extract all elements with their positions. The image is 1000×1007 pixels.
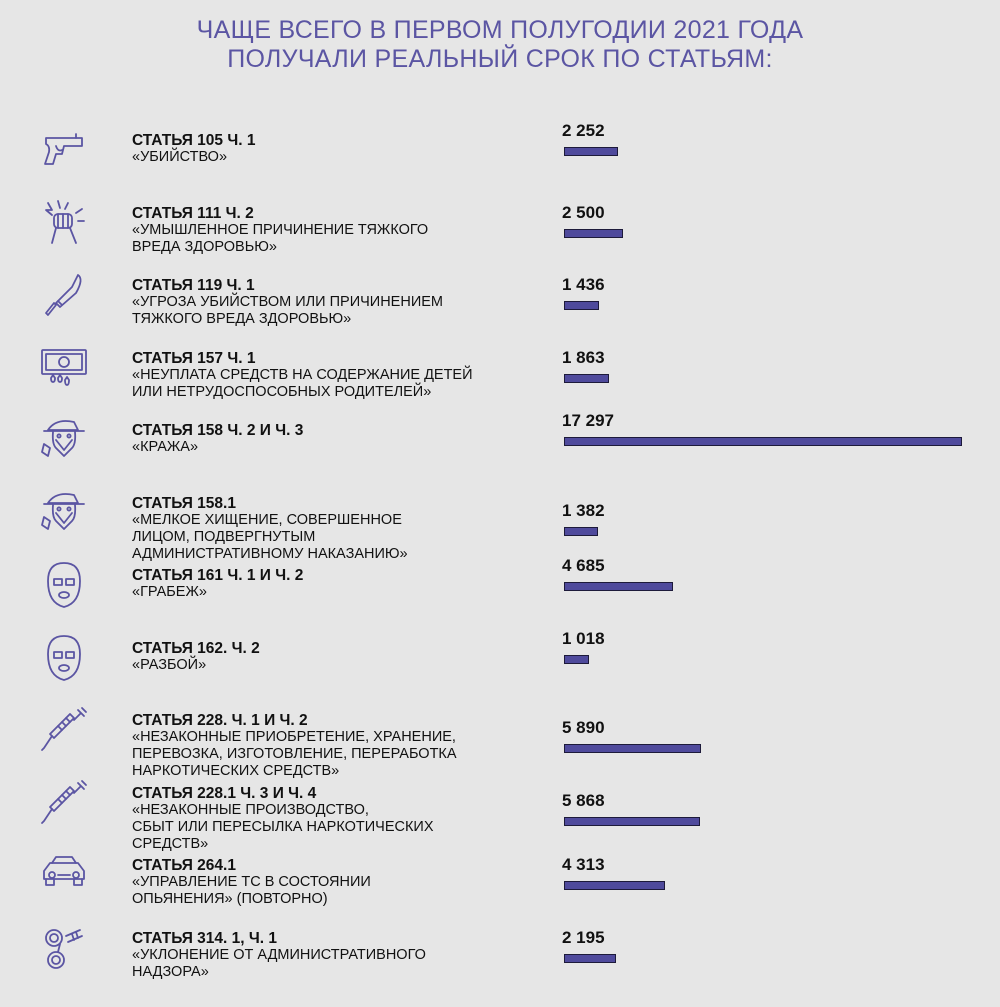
bar [564, 437, 962, 446]
thief-icon [38, 414, 90, 466]
article-label: СТАТЬЯ 264.1 [132, 857, 236, 874]
chart-title [0, 16, 1000, 74]
article-description-line: НАДЗОРА» [132, 963, 209, 980]
article-label: СТАТЬЯ 161 Ч. 1 И Ч. 2 [132, 567, 304, 584]
bar [564, 744, 701, 753]
knife-icon [38, 269, 90, 321]
syringe-icon [38, 704, 90, 756]
chart-row [0, 121, 1000, 202]
bar [564, 374, 609, 383]
article-description-line: СРЕДСТВ» [132, 835, 209, 852]
data-label: 17 297 [562, 411, 614, 430]
article-description-line: «ГРАБЕЖ» [132, 584, 207, 600]
thief-icon [38, 487, 90, 539]
bar [564, 817, 700, 826]
article-description-line: ВРЕДА ЗДОРОВЬЮ» [132, 238, 277, 255]
article-description [132, 802, 512, 853]
article-description [132, 874, 512, 908]
article-description-line: «НЕЗАКОННЫЕ ПРИОБРЕТЕНИЕ, ХРАНЕНИЕ, [132, 729, 456, 745]
bar [564, 881, 665, 890]
bar [564, 582, 673, 591]
article-description-line: «УМЫШЛЕННОЕ ПРИЧИНЕНИЕ ТЯЖКОГО [132, 221, 429, 238]
chart-row [0, 277, 1000, 347]
article-description-line: «УКЛОНЕНИЕ ОТ АДМИНИСТРАТИВНОГО [132, 946, 426, 963]
data-label: 4 313 [562, 855, 605, 874]
article-description [132, 439, 512, 456]
article-description-line: «УГРОЗА УБИЙСТВОМ ИЛИ ПРИЧИНЕНИЕМ [132, 294, 443, 310]
article-description-line: ИЛИ НЕТРУДОСПОСОБНЫХ РОДИТЕЛЕЙ» [132, 383, 432, 400]
car-icon [38, 849, 90, 901]
bar [564, 229, 623, 238]
data-label: 1 863 [562, 347, 605, 367]
banknote-icon [38, 342, 90, 394]
data-label: 2 195 [562, 927, 605, 947]
article-label: СТАТЬЯ 162. Ч. 2 [132, 639, 260, 657]
data-label: 5 868 [562, 790, 605, 810]
article-label: СТАТЬЯ 157 Ч. 1 [132, 349, 256, 367]
article-label: СТАТЬЯ 119 Ч. 1 [132, 277, 255, 294]
chart-row [0, 927, 1000, 1000]
article-description-line: ТЯЖКОГО ВРЕДА ЗДОРОВЬЮ» [132, 311, 352, 327]
article-description-line: «РАЗБОЙ» [132, 656, 207, 673]
bar [564, 527, 598, 536]
article-description [132, 294, 512, 328]
article-label: СТАТЬЯ 228. Ч. 1 И Ч. 2 [132, 712, 308, 729]
data-label: 1 018 [562, 628, 605, 648]
article-label: СТАТЬЯ 228.1 Ч. 3 И Ч. 4 [132, 784, 317, 802]
article-description-line: «КРАЖА» [132, 439, 199, 455]
article-description-line: НАРКОТИЧЕСКИХ СРЕДСТВ» [132, 763, 340, 779]
chart-row [0, 712, 1000, 782]
article-description [132, 149, 512, 166]
article-description [132, 367, 512, 401]
article-label: СТАТЬЯ 158.1 [132, 494, 236, 512]
pistol-icon [38, 124, 90, 176]
bar [564, 301, 599, 310]
punch-icon [38, 197, 90, 249]
chart-row [0, 347, 1000, 420]
article-description-line: «УБИЙСТВО» [132, 149, 228, 165]
chart-row [0, 556, 1000, 637]
handcuffs-icon [38, 922, 90, 974]
bar [564, 954, 616, 963]
balaclava-icon [38, 559, 90, 611]
article-description-line: ОПЬЯНЕНИЯ» (ПОВТОРНО) [132, 891, 328, 907]
article-description [132, 947, 512, 981]
chart-row [0, 202, 1000, 275]
bar [564, 147, 618, 156]
data-label: 2 500 [562, 202, 605, 222]
chart-title-line-1: ЧАЩЕ ВСЕГО В ПЕРВОМ ПОЛУГОДИИ 2021 ГОДА [196, 16, 804, 44]
article-description-line: ПЕРЕВОЗКА, ИЗГОТОВЛЕНИЕ, ПЕРЕРАБОТКА [132, 746, 457, 762]
article-description [132, 584, 512, 601]
chart-row [0, 495, 1000, 565]
article-description-line: «НЕЗАКОННЫЕ ПРОИЗВОДСТВО, [132, 801, 369, 818]
chart-row [0, 857, 1000, 927]
article-label: СТАТЬЯ 158 Ч. 2 И Ч. 3 [132, 422, 304, 439]
article-description [132, 657, 512, 674]
article-description [132, 512, 512, 563]
article-description-line: ЛИЦОМ, ПОДВЕРГНУТЫМ [132, 528, 316, 545]
data-label: 1 436 [562, 275, 605, 294]
article-label: СТАТЬЯ 111 Ч. 2 [132, 204, 254, 222]
data-label: 4 685 [562, 556, 605, 575]
bar [564, 655, 589, 664]
chart-row [0, 628, 1000, 710]
article-description [132, 729, 512, 780]
chart-row [0, 411, 1000, 492]
article-description-line: «МЕЛКОЕ ХИЩЕНИЕ, СОВЕРШЕННОЕ [132, 511, 402, 528]
article-description-line: СБЫТ ИЛИ ПЕРЕСЫЛКА НАРКОТИЧЕСКИХ [132, 818, 434, 835]
data-label: 1 382 [562, 500, 605, 520]
balaclava-icon [38, 632, 90, 684]
data-label: 2 252 [562, 121, 605, 140]
article-label: СТАТЬЯ 105 Ч. 1 [132, 132, 256, 149]
article-description-line: АДМИНИСТРАТИВНОМУ НАКАЗАНИЮ» [132, 545, 408, 562]
chart-title-line-2: ПОЛУЧАЛИ РЕАЛЬНЫЙ СРОК ПО СТАТЬЯМ: [227, 45, 773, 73]
data-label: 5 890 [562, 718, 605, 737]
article-description-line: «НЕУПЛАТА СРЕДСТВ НА СОДЕРЖАНИЕ ДЕТЕЙ [132, 366, 473, 383]
article-description [132, 222, 512, 256]
article-label: СТАТЬЯ 314. 1, Ч. 1 [132, 929, 278, 947]
syringe-icon [38, 777, 90, 829]
chart-row [0, 785, 1000, 855]
article-description-line: «УПРАВЛЕНИЕ ТС В СОСТОЯНИИ [132, 874, 371, 890]
